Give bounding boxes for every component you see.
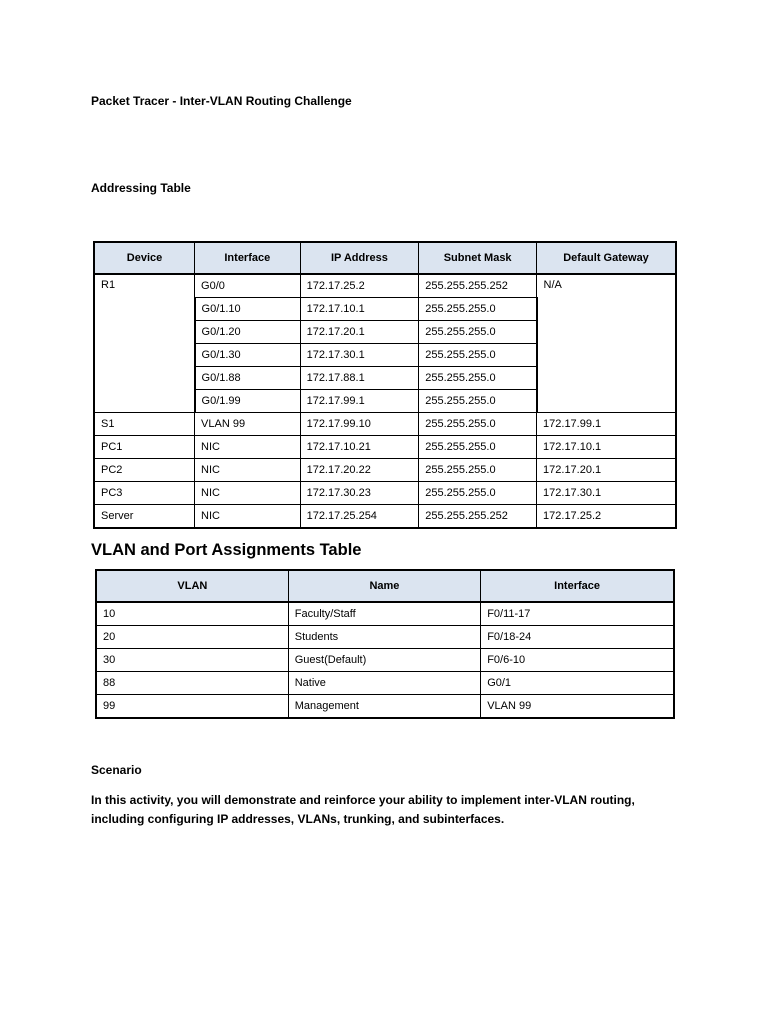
ip-cell: 172.17.10.1 xyxy=(300,298,419,321)
gateway-cell: 172.17.10.1 xyxy=(537,436,676,459)
ip-cell: 172.17.30.1 xyxy=(300,344,419,367)
interface-cell: VLAN 99 xyxy=(195,413,301,436)
interface-cell: NIC xyxy=(195,505,301,529)
device-cell: PC1 xyxy=(94,436,195,459)
table-header-row xyxy=(94,242,676,274)
table-row xyxy=(94,274,676,298)
gateway-cell: 172.17.20.1 xyxy=(537,459,676,482)
mask-cell: 255.255.255.0 xyxy=(419,367,537,390)
table-row xyxy=(96,626,674,649)
vlan-cell: 10 xyxy=(96,602,288,626)
vlan-table-title: VLAN and Port Assignments Table xyxy=(91,541,362,559)
interface-cell: F0/6-10 xyxy=(481,649,674,672)
interface-cell: G0/1 xyxy=(481,672,674,695)
mask-cell: 255.255.255.0 xyxy=(419,482,537,505)
table-row xyxy=(96,695,674,719)
scenario-heading: Scenario xyxy=(91,763,142,777)
ip-cell: 172.17.10.21 xyxy=(300,436,419,459)
interface-cell: NIC xyxy=(195,459,301,482)
ip-cell: 172.17.20.22 xyxy=(300,459,419,482)
header-interface: Interface xyxy=(481,570,674,602)
header-ip-address: IP Address xyxy=(300,242,419,274)
table-row xyxy=(94,482,676,505)
name-cell: Native xyxy=(288,672,480,695)
interface-cell: G0/0 xyxy=(195,274,301,298)
device-cell: Server xyxy=(94,505,195,529)
mask-cell: 255.255.255.0 xyxy=(419,436,537,459)
mask-cell: 255.255.255.0 xyxy=(419,413,537,436)
document-title: Packet Tracer - Inter-VLAN Routing Challenge xyxy=(91,94,352,108)
interface-cell: G0/1.10 xyxy=(195,298,301,321)
header-vlan: VLAN xyxy=(96,570,288,602)
device-cell: R1 xyxy=(94,274,195,413)
name-cell: Management xyxy=(288,695,480,719)
ip-cell: 172.17.99.1 xyxy=(300,390,419,413)
header-default-gateway: Default Gateway xyxy=(537,242,676,274)
name-cell: Faculty/Staff xyxy=(288,602,480,626)
name-cell: Guest(Default) xyxy=(288,649,480,672)
interface-cell: VLAN 99 xyxy=(481,695,674,719)
addressing-table xyxy=(93,241,677,529)
ip-cell: 172.17.88.1 xyxy=(300,367,419,390)
interface-cell: G0/1.88 xyxy=(195,367,301,390)
mask-cell: 255.255.255.0 xyxy=(419,459,537,482)
addressing-table-heading: Addressing Table xyxy=(91,181,191,195)
table-row xyxy=(94,436,676,459)
interface-cell: F0/18-24 xyxy=(481,626,674,649)
interface-cell: G0/1.99 xyxy=(195,390,301,413)
scenario-paragraph: In this activity, you will demonstrate and reinforce your ability to implement inter-VLAN routing, including configuring IP addresses, VLANs, trunking, and subinterfaces. xyxy=(91,793,635,826)
ip-cell: 172.17.20.1 xyxy=(300,321,419,344)
header-subnet-mask: Subnet Mask xyxy=(419,242,537,274)
interface-cell: G0/1.30 xyxy=(195,344,301,367)
vlan-port-assignments-table xyxy=(95,569,675,719)
table-header-row xyxy=(96,570,674,602)
ip-cell: 172.17.25.2 xyxy=(300,274,419,298)
interface-cell: G0/1.20 xyxy=(195,321,301,344)
device-cell: S1 xyxy=(94,413,195,436)
table-row xyxy=(96,649,674,672)
header-device: Device xyxy=(94,242,195,274)
vlan-cell: 20 xyxy=(96,626,288,649)
table-row xyxy=(94,505,676,529)
mask-cell: 255.255.255.0 xyxy=(419,390,537,413)
table-row xyxy=(94,413,676,436)
interface-cell: NIC xyxy=(195,436,301,459)
vlan-cell: 30 xyxy=(96,649,288,672)
mask-cell: 255.255.255.0 xyxy=(419,344,537,367)
device-cell: PC3 xyxy=(94,482,195,505)
ip-cell: 172.17.30.23 xyxy=(300,482,419,505)
mask-cell: 255.255.255.0 xyxy=(419,321,537,344)
interface-cell: NIC xyxy=(195,482,301,505)
mask-cell: 255.255.255.0 xyxy=(419,298,537,321)
mask-cell: 255.255.255.252 xyxy=(419,274,537,298)
gateway-cell: 172.17.99.1 xyxy=(537,413,676,436)
ip-cell: 172.17.99.10 xyxy=(300,413,419,436)
table-row xyxy=(96,602,674,626)
header-interface: Interface xyxy=(195,242,301,274)
vlan-cell: 88 xyxy=(96,672,288,695)
gateway-cell: 172.17.30.1 xyxy=(537,482,676,505)
gateway-cell: 172.17.25.2 xyxy=(537,505,676,529)
interface-cell: F0/11-17 xyxy=(481,602,674,626)
vlan-cell: 99 xyxy=(96,695,288,719)
name-cell: Students xyxy=(288,626,480,649)
ip-cell: 172.17.25.254 xyxy=(300,505,419,529)
table-row xyxy=(96,672,674,695)
device-cell: PC2 xyxy=(94,459,195,482)
gateway-cell: N/A xyxy=(537,274,676,413)
table-row xyxy=(94,459,676,482)
header-name: Name xyxy=(288,570,480,602)
mask-cell: 255.255.255.252 xyxy=(419,505,537,529)
